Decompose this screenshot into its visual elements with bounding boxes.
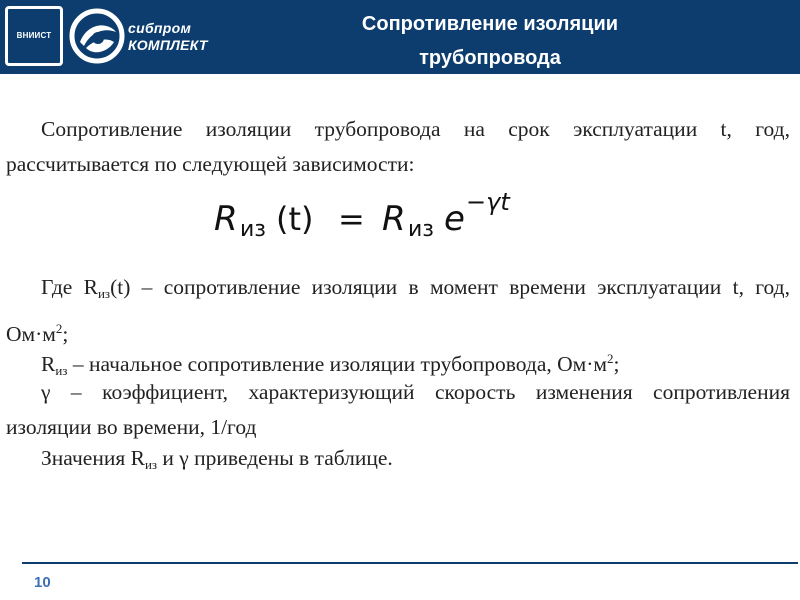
formula-base: e	[444, 199, 465, 239]
formula-exponent: −γt	[466, 188, 510, 216]
formula-arg: (t)	[276, 200, 314, 238]
r0-text: – начальное сопротивление изоляции трубопровода, Ом·м	[67, 352, 608, 376]
where-symbol: R	[83, 275, 98, 299]
formula-r-right-sub: из	[408, 217, 434, 242]
brand-line-2: КОМПЛЕКТ	[128, 37, 208, 53]
formula-r-left: R	[214, 199, 238, 239]
where-symbol-arg: (t)	[110, 275, 131, 299]
where-unit-sup: 2	[55, 321, 63, 336]
vniist-logo	[5, 6, 63, 66]
brand-line-1: сибпром	[128, 20, 192, 36]
where-text: – сопротивление изоляции в момент времени эксплуатации t, год, Ом·м	[6, 275, 790, 346]
r0-symbol: R	[41, 352, 56, 376]
formula-r-right: R	[382, 199, 406, 239]
slide-title-line-1: Сопротивление изоляции	[361, 13, 619, 35]
where-lead: Где	[41, 275, 73, 299]
slide-header	[0, 0, 800, 74]
values-note	[41, 441, 790, 482]
values-pre: Значения R	[41, 446, 145, 470]
r0-symbol-sub: из	[55, 363, 68, 378]
resistance-formula	[210, 188, 570, 248]
where-end: ;	[62, 322, 69, 346]
definition-r-t	[6, 270, 790, 352]
sibprom-emblem-icon	[68, 8, 126, 64]
formula-r-left-sub: из	[240, 217, 266, 242]
intro-paragraph: Сопротивление изоляции трубопровода на срок эксплуатации t, год, рассчитывается по следующей зависимости:	[6, 117, 790, 176]
slide-title-line-2: трубопровода	[419, 47, 561, 69]
where-symbol-sub: из	[97, 286, 111, 301]
page-number: 10	[34, 574, 51, 591]
formula-equals: =	[338, 200, 365, 238]
r0-unit-sup: 2	[607, 351, 614, 366]
footer-divider	[22, 562, 798, 564]
r0-end: ;	[613, 352, 620, 376]
values-sub: из	[144, 457, 158, 472]
definition-gamma: γ – коэффициент, характеризующий скорость изменения сопротивления изоляции во времени, 1/год	[6, 380, 790, 439]
values-post: и γ приведены в таблице.	[157, 446, 393, 470]
vniist-logo-text: ВНИИСТ	[16, 31, 52, 40]
